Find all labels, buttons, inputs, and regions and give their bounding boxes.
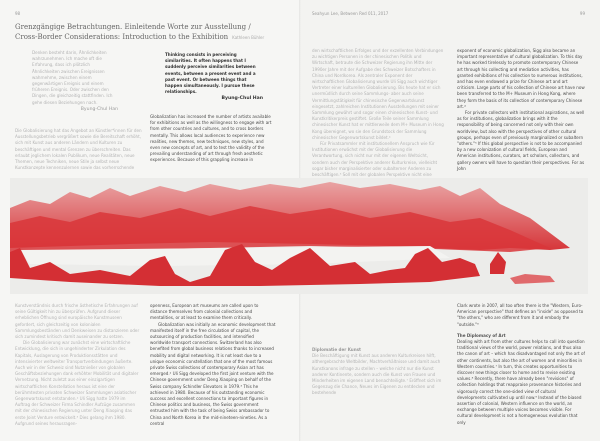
paragraph-de: den wirtschaftlichen Erfolges und der exzellenten Verbindungen zu wichtigen Personen in der chinesischen Politik und Wirtschaft, betraute die Schweizer Regierung ihn Mitte der 1990er Jahre mit der Aufgabe des Schweizer Botschafters in China und Nordkorea. Als zentraler Exponent der wirtschaftlichen Globalisierung wurde Uli Sigg auch wichtiger Vertreter einer kulturellen Globalisierung. Bis heute hat er sich unermüdlich durch seine Sammlungs- aber auch seine Vermittlungstätigkeit für chinesische Gegenwartskunst eingesetzt, zahlreichen Institutionen Ausstellungen mit seiner Sammlung gewährt und sogar einen chinesischen Kunst- und Kunstkritikerpreis gestiftet. Große Teile seiner Sammlung chinesischer Kunst hat er mittlerweile dem M+ Museum in Hong Kong übereignet, wo sie den Grundstock der Sammlung chinesischer Gegenwartskunst bildet.⁴: [312, 48, 444, 140]
small-islet: [510, 274, 555, 284]
column-en: [457, 303, 585, 433]
paragraph-en: Dealing with art from other cultures helps to call into question traditional views of the world, power relations, and thus also the canon of art – which has disadvantaged not only the art of other continents, but also the art of women and minorities in Western countries.⁷ In turn, this creates opportunities to discover new things closer to home and to revise existing values.⁸ Recently, there have already been "revisions" of collection holdings that reappraise provenance histories and vigorously correct the one-sided view of cultural developments cultivated up until now.⁹ Instead of the biased assertion of colonial, Western influence on the world, an exchange between multiple voices becomes visible. For cultural development is not a homogeneous evolution that only: [457, 339, 585, 425]
epigraph-de: [32, 50, 118, 113]
column-de: [312, 48, 444, 178]
article-title: [15, 22, 300, 43]
section-heading-en: The Diplomacy of Art: [457, 332, 506, 338]
column-en: [457, 48, 585, 172]
paragraph-en: Globalization has increased the number of artists available for exhibitions as well as the willingness to engage with art from other countries and cultures, and to cross borders mentally. This allows local audiences to experience new realities, new themes, new techniques, new styles, and even new concepts of art, and to test the validity of the prevailing understanding of art through fresh aesthetic experiences. Because of this grappling increase in: [150, 114, 272, 163]
paragraph-en: Globalization was initially an economic development that manifested itself in the free circulation of capital, the outsourcing of production facilities, and intensified worldwide transport connections. Switzerland has also benefited from global business relations thanks to increased mobility and digital networking. It is not least due to a unique economic constellation that one of the most famous private Swiss collections of contemporary Asian art has emerged.² Uli Sigg developed the first joint venture with the Chinese government under Deng Xiaoping on behalf of the Swiss company Schindler Elevators in 1979.³ This he achieved in 1980. Because of his outstanding economic success and excellent connections to important figures in Chinese politics and business, the Swiss government entrusted him with the task of being Swiss ambassador to China and North Korea in the mid-nineteen-nineties. As a central: [150, 321, 276, 426]
section-heading-de: Diplomatie der Kunst: [312, 347, 362, 352]
paragraph-de-continued: [312, 303, 444, 347]
title-line-en: Cross-Border Considerations: Introduction to the Exhibition: [15, 33, 229, 41]
page-number: 99: [579, 11, 585, 16]
islet-rock: [490, 252, 506, 274]
epigraph-en: [165, 52, 263, 103]
landscape-artwork: [10, 178, 588, 294]
paragraph-de: Die Beschäftigung mit Kunst aus anderen Kulturkreisen hilft, althergebrachte Weltbilder, Machtverhältnisse und damit auch Kunstkanons infrage zu stellen – welche nicht nur die Kunst anderer Kontinente, sondern auch die Kunst von Frauen und Minderheiten im eigenen Land benachteiligte.⁷ Eröffnet sich im Gegenzug die Chance, Neues im Eigenen zu entdecken und bestehende: [312, 353, 442, 396]
column-de: [312, 303, 444, 433]
image-caption: Seahyun Lee, Between Red 011, 2017: [312, 11, 389, 16]
column-en: [150, 303, 276, 433]
paragraph-de: Die Globalisierung war zunächst eine wirtschaftliche Entwicklung, die sich in ungehinderter Zirkulation des Kapitals, Auslagerung von Produktionsstätten und intensivierter weltweiter Transportverbindungen äußerte. Auch wir in der Schweiz sind Nutznießer von globalen Geschäftsbeziehungen dank erhöhter Mobilität und digitaler Vernetzung. Nicht zuletzt aus einer einzigartigen wirtschaftlichen Konstellation heraus ist eine der berühmtesten privaten Schweizer Sammlungen asiatischer Gegenwartskunst entstanden.² Uli Sigg hatte 1979 im Auftrag der Schweizer Firma Schindler Aufzüge zusammen mit der chinesischen Regierung unter Deng Xiaoping das erste Joint Venture entwickelt.³ Dies gelang ihm 1980. Aufgrund seines herausragen-: [15, 340, 139, 426]
epigraph-de-text: Denken besteht darin, Ähnlichkeiten wahrzunehmen. Ich mache oft die Erfahrung, dass ich plötzlich Ähnlichkeiten zwischen Ereignissen wahrnehme, zwischen einem gegenwärtigen Ereignis und einem früheren Ereignis. Oder zwischen den Dingen, die gleichzeitig stattfinden. Ich gehe diesen Beziehungen nach.: [32, 50, 113, 105]
epigraph-de-attribution: Byung-Chul Han: [80, 106, 118, 112]
red-landscape-image: [10, 178, 588, 294]
paragraph-en: openness, European art museums are called upon to distance themselves from colonial collections and mentalities, or at least to examine them critically.: [150, 303, 259, 321]
epigraph-en-attribution: Byung-Chul Han: [221, 96, 263, 102]
title-line-de: Grenzgängige Betrachtungen. Einleitende Worte zur Ausstellung /: [15, 23, 251, 31]
epigraph-en-text: Thinking consists in perceiving similarities. It often happens that I suddenly perceive similarities between events, between a present event and a past event. Or between things that happen simultaneously. I pursue these relationships.: [165, 52, 256, 95]
paragraph-de: Für Privatsammler mit institutionellem Anspruch wie für Institutionen erwächst mit der Globalisierung die Verantwortung, sich nicht nur mit der eigenen Weltsicht, sondern auch der Perspektive anderer Kulturkreise, vielleicht sogar bisher marginalisierter oder subalterner Anderen zu beschäftigen.⁵ Soll mit der globalen Perspektive nicht eine: [312, 141, 438, 178]
author: Kathleen Bühler: [232, 35, 265, 40]
paragraph-de: Kunstverständnis durch frische ästhetische Erfahrungen auf seine Gültigkeit hin zu überprüfen. Aufgrund dieser erheblichen Öffnung sind europäische Kunstmuseen gefordert, sich gleichzeitig von kolonialen Sammlungsbeständen und Denkweisen zu distanzieren oder sich zumindest kritisch damit auseinander zu setzen.: [15, 303, 140, 340]
paragraph-en: exponent of economic globalization, Sigg also became an important representative of cultural globalization. To this day he has worked tirelessly to promote contemporary Chinese art through his collecting and mediation activities, has granted exhibitions of his collection to numerous institutions, and has even endowed a prize for Chinese art and art criticism. Large parts of his collection of Chinese art have now been transferred to the M+ Museum in Hong Kong, where they form the basis of its collection of contemporary Chinese art.⁴: [457, 48, 585, 109]
paragraph-en: Clark wrote in 2007, all too often there is the "Western, Euro-American perspective" that defines an "inside" as opposed to "the others," who are different from it and embody the "outside."⁶: [457, 303, 584, 327]
paragraph-de: Die Globalisierung hat das Angebot an Künstler*innen für den Ausstellungsbetrieb vergrößert sowie die Bereitschaft erhöht, sich mit Kunst aus anderen Ländern und Kulturen zu beschäftigen und mental Grenzen zu überschreiten. Das erlaubt jeglichem lokalen Publikum, neue Realitäten, neue Themen, neue Techniken, neue Stile ja selbst neue Kunstkonzepte kennenzulernen sowie das vorherrschende: [15, 128, 142, 171]
paragraph-en: For private collectors with institutional aspirations, as well as for institutions, globalization brings with it the responsibility of being concerned not only with their own worldview, but also with the perspectives of other cultural groups, perhaps even of previously marginalized or subaltern "others."⁵ If this global perspective is not to be accompanied by a new colonization of cultural fields, European and American institutions, curators, art scholars, collectors, and gallery owners will have to question their perspectives. For as John: [457, 110, 585, 171]
page-number: 98: [15, 11, 21, 16]
column-de: [15, 303, 141, 433]
